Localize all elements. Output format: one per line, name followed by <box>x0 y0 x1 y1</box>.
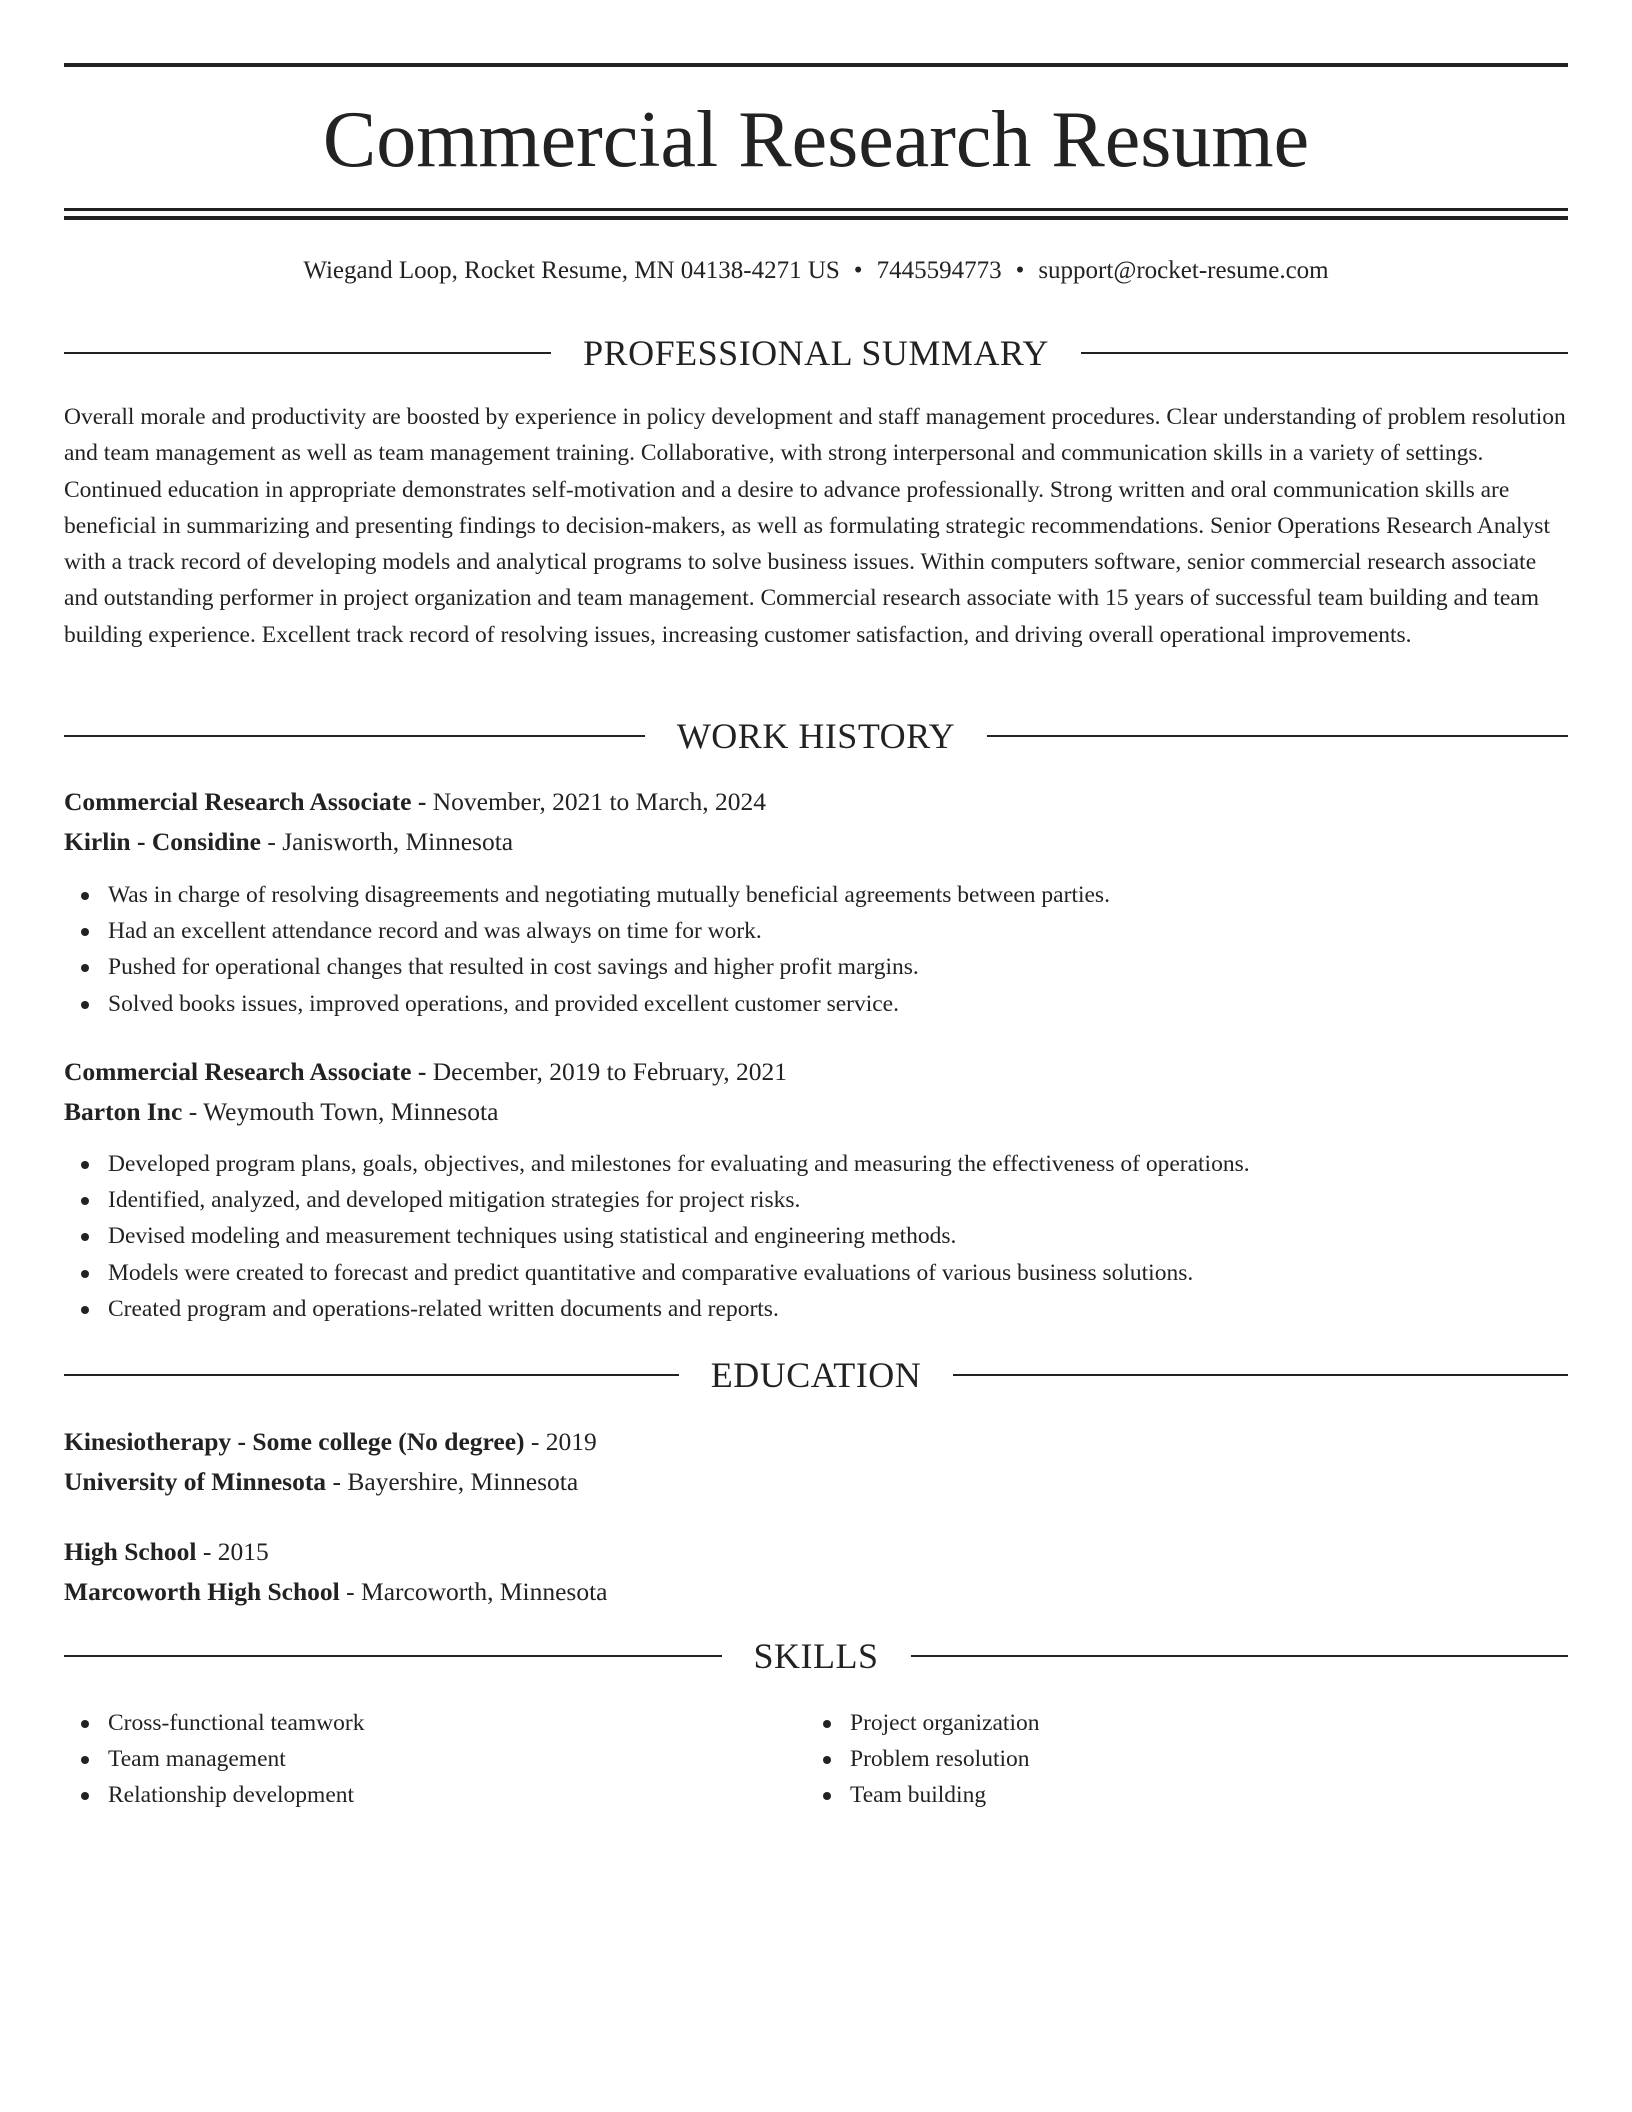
education-year: 2019 <box>545 1427 597 1456</box>
job-dash: - <box>182 1097 204 1126</box>
education-school: Marcoworth High School <box>64 1577 340 1606</box>
section-heading-skills <box>64 1634 1568 1678</box>
list-item: Developed program plans, goals, objectives, and milestones for evaluating and measuring the effectiveness of operations. <box>64 1146 1250 1182</box>
list-item: Solved books issues, improved operations, and provided excellent customer service. <box>64 986 1110 1022</box>
contact-separator: • <box>853 257 863 284</box>
list-item: Models were created to forecast and predict quantitative and comparative evaluations of various business solutions. <box>64 1255 1250 1291</box>
job-location: Janisworth, Minnesota <box>282 827 514 856</box>
list-item: Identified, analyzed, and developed mitigation strategies for project risks. <box>64 1182 1250 1218</box>
contact-separator: • <box>1015 257 1025 284</box>
job-title: Commercial Research Associate <box>64 1057 412 1086</box>
job-company: Barton Inc <box>64 1097 183 1126</box>
job-dash: - <box>411 1057 433 1086</box>
heading-rule-right <box>953 1374 1568 1376</box>
skills-list-right <box>806 1705 1039 1814</box>
education-dash: - <box>326 1467 348 1496</box>
skill-item: Problem resolution <box>806 1741 1039 1777</box>
section-heading-education <box>64 1353 1568 1397</box>
list-item: Was in charge of resolving disagreements and negotiating mutually beneficial agreements between parties. <box>64 877 1110 913</box>
section-title: PROFESSIONAL SUMMARY <box>583 333 1049 373</box>
heading-rule-right <box>987 735 1568 737</box>
job-dash: - <box>411 787 433 816</box>
contact-email: support@rocket-resume.com <box>1038 257 1329 284</box>
education-degree-line <box>64 1425 1568 1459</box>
job-company: Kirlin - Considine <box>64 827 261 856</box>
job-company-line <box>64 825 1568 859</box>
heading-rule-right <box>1081 352 1568 354</box>
contact-phone: 7445594773 <box>876 257 1002 284</box>
list-item: Devised modeling and measurement techniques using statistical and engineering methods. <box>64 1218 1250 1254</box>
contact-line <box>64 254 1568 288</box>
list-item: Pushed for operational changes that resulted in cost savings and higher profit margins. <box>64 949 1110 985</box>
skill-item: Cross-functional teamwork <box>64 1705 364 1741</box>
section-heading-work-history <box>64 714 1568 758</box>
education-dash: - <box>339 1577 362 1606</box>
summary-paragraph: Overall morale and productivity are boosted by experience in policy development and staff management procedures. Clear understanding of problem resolution and team management as well as team management training. Collaborative, with strong interpersonal and communication skills in a variety of settings. Continued education in appropriate demonstrates self-motivation and a desire to advance professionally. Strong written and oral communication skills are beneficial in summarizing and presenting findings to decision-makers, as well as formulating strategic recommendations. Senior Operations Research Analyst with a track record of developing models and analytical programs to solve business issues. Within computers software, senior commercial research associate and outstanding performer in project organization and team management. Commercial research associate with 15 years of successful team building and team building experience. Excellent track record of resolving issues, increasing customer satisfaction, and driving overall operational improvements. <box>64 404 1566 648</box>
skills-list-left <box>64 1705 364 1814</box>
section-title: WORK HISTORY <box>676 716 956 756</box>
skill-item: Team building <box>806 1777 1039 1813</box>
job-title-line <box>64 1055 1568 1089</box>
skill-item: Relationship development <box>64 1777 364 1813</box>
education-location: Marcoworth, Minnesota <box>361 1577 608 1606</box>
job-title-line <box>64 785 1568 819</box>
education-location: Bayershire, Minnesota <box>347 1467 579 1496</box>
resume-title: Commercial Research Resume <box>322 96 1310 184</box>
education-year: 2015 <box>217 1537 269 1566</box>
education-school-line <box>64 1575 1568 1609</box>
education-dash: - <box>524 1427 546 1456</box>
list-item: Had an excellent attendance record and was always on time for work. <box>64 913 1110 949</box>
education-school: University of Minnesota <box>64 1467 327 1496</box>
skill-item: Team management <box>64 1741 364 1777</box>
job-dates: November, 2021 to March, 2024 <box>432 787 766 816</box>
education-school-line <box>64 1465 1568 1499</box>
heading-rule-left <box>64 1655 722 1657</box>
education-degree-line <box>64 1535 1568 1569</box>
education-degree: Kinesiotherapy - Some college (No degree) <box>64 1427 525 1456</box>
skill-item: Project organization <box>806 1705 1039 1741</box>
title-rule-upper <box>64 208 1568 211</box>
job-location: Weymouth Town, Minnesota <box>203 1097 499 1126</box>
contact-address: Wiegand Loop, Rocket Resume, MN 04138-4271 US <box>303 257 840 284</box>
section-title: EDUCATION <box>710 1355 922 1395</box>
job-dash: - <box>260 827 283 856</box>
job-title: Commercial Research Associate <box>64 787 412 816</box>
heading-rule-left <box>64 1374 679 1376</box>
heading-rule-left <box>64 735 645 737</box>
education-degree: High School <box>64 1537 197 1566</box>
title-rule-lower <box>64 216 1568 220</box>
heading-rule-left <box>64 352 551 354</box>
job-bullet-list <box>64 877 1110 1022</box>
list-item: Created program and operations-related written documents and reports. <box>64 1291 1250 1327</box>
job-company-line <box>64 1095 1568 1129</box>
job-dates: December, 2019 to February, 2021 <box>432 1057 787 1086</box>
job-bullet-list <box>64 1146 1250 1327</box>
section-heading-summary <box>64 331 1568 375</box>
top-rule <box>64 63 1568 67</box>
heading-rule-right <box>911 1655 1569 1657</box>
education-dash: - <box>196 1537 218 1566</box>
section-title: SKILLS <box>753 1636 879 1676</box>
